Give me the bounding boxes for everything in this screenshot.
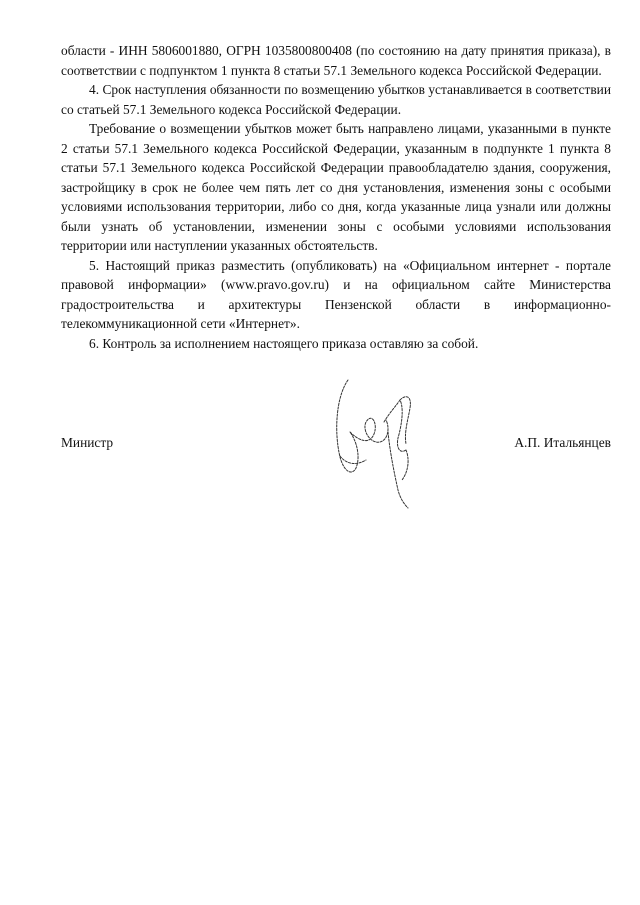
document-body	[61, 41, 611, 353]
signatory-title: Министр	[61, 435, 114, 450]
paragraph-item-6: 6. Контроль за исполнением настоящего приказа оставляю за собой.	[89, 335, 479, 351]
paragraph-item-5: 5. Настоящий приказ разместить (опубликовать) на «Официальном интернет - портале правовой информации» (www.pravo.gov.ru) и на официальном сайте Министерства градостроительства и архитектуры Пензенской области в информационно-телекоммуникационной сети «Интернет».	[61, 257, 611, 331]
paragraph-item-4: 4. Срок наступления обязанности по возмещению убытков устанавливается в соответствии со статьей 57.1 Земельного кодекса Российской Федерации.	[61, 82, 611, 117]
paragraph-continuation: области - ИНН 5806001880, ОГРН 1035800800408 (по состоянию на дату принятия приказа), в соответствии с подпунктом 1 пункта 8 статьи 57.1 Земельного кодекса Российской Федерации.	[61, 43, 611, 78]
paragraph-claim-requirement: Требование о возмещении убытков может быть направлено лицами, указанными в пункте 2 статьи 57.1 Земельного кодекса Российской Федерации, указанным в подпункте 1 пункта 8 статьи 57.1 Земельного кодекса Российской Федерации правообладателю здания, сооружения, застройщику в срок не более чем пять лет со дня установления, изменения зоны с особыми условиями использования территории, либо со дня, когда указанные лица узнали или должны были узнать об установлении, изменении зоны с особыми условиями использования территории или наступлении указанных обстоятельств.	[61, 121, 611, 253]
signatory-name: А.П. Итальянцев	[514, 435, 611, 450]
signature-block	[61, 433, 611, 455]
